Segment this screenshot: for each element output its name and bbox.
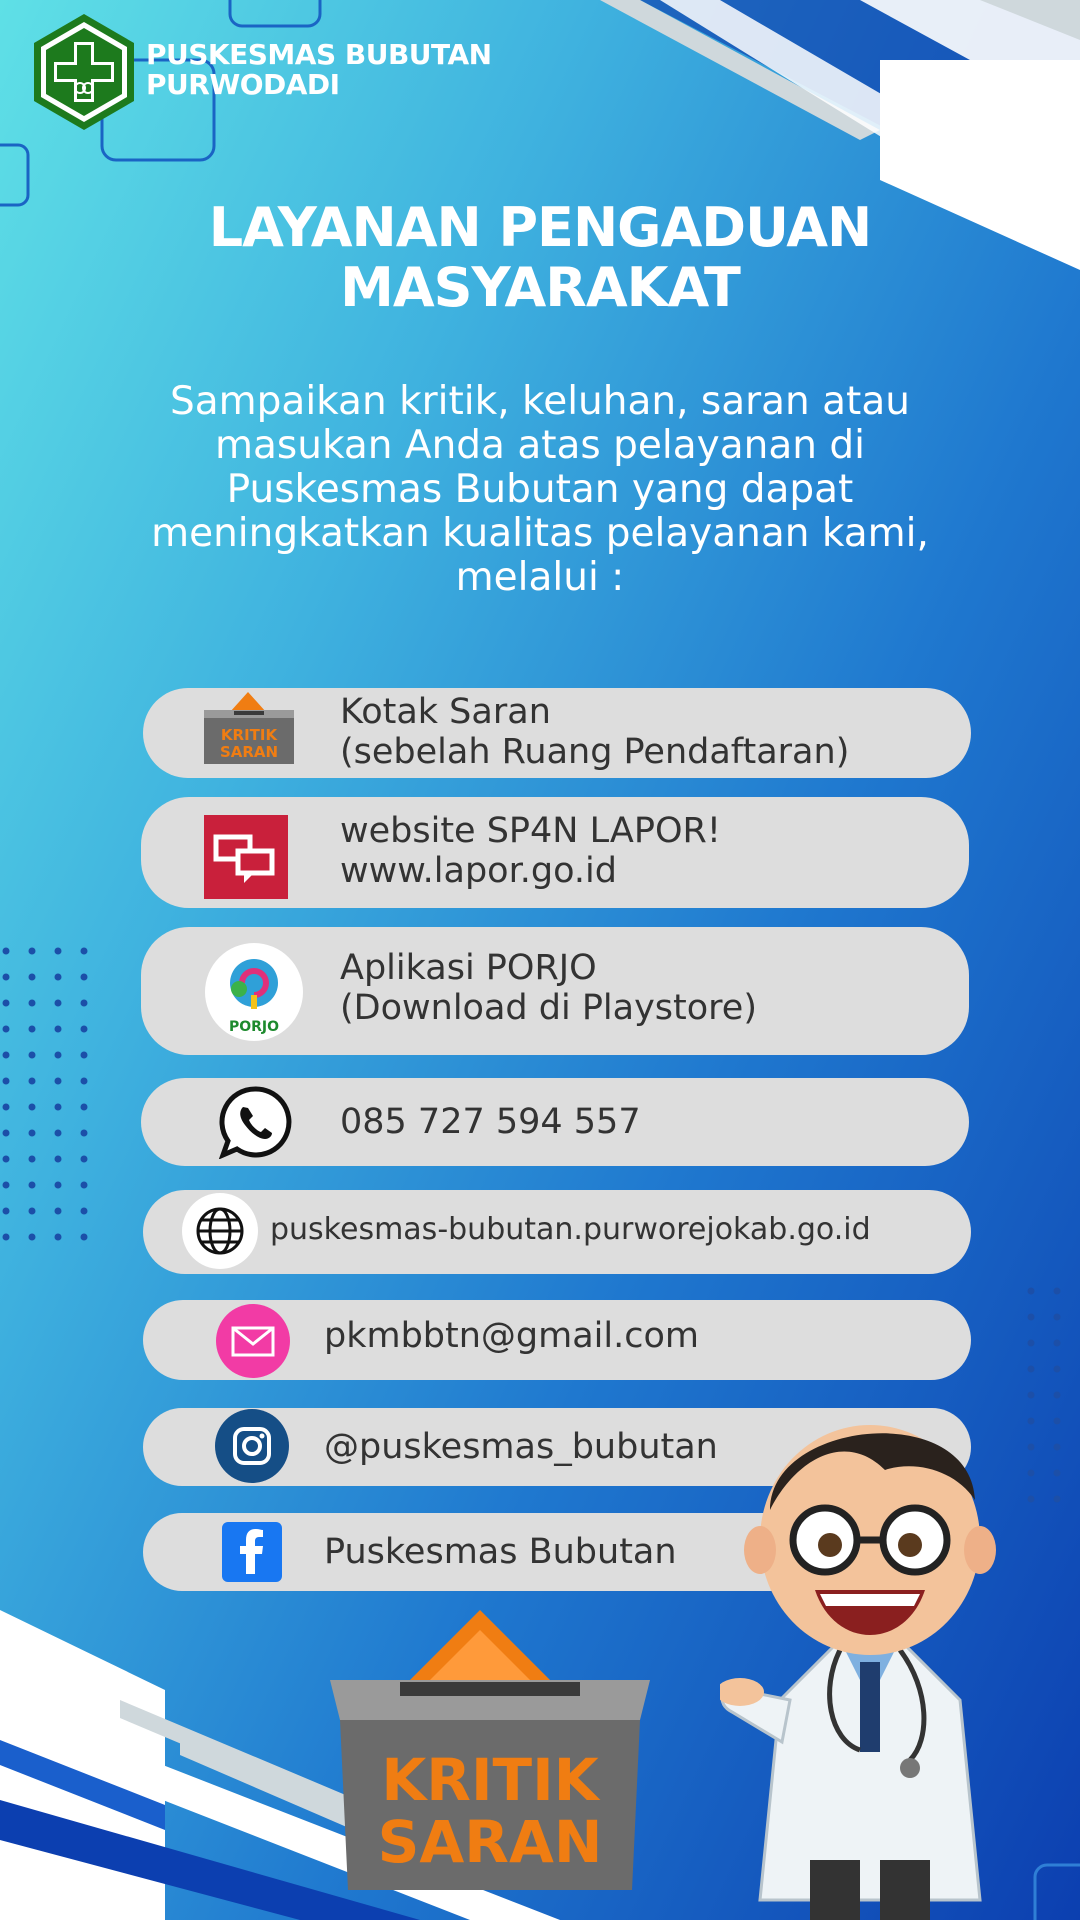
channel-line1: @puskesmas_bubutan: [324, 1427, 718, 1467]
decor-dot: [55, 948, 62, 955]
decor-dot: [29, 1052, 36, 1059]
channel-line1: puskesmas-bubutan.purworejokab.go.id: [270, 1212, 871, 1247]
porjo-app-icon: [205, 943, 303, 1041]
decor-dot: [29, 1182, 36, 1189]
decor-dot: [55, 1156, 62, 1163]
decor-dot: [1028, 1288, 1035, 1295]
porjo-icon-label: PORJO: [228, 1019, 280, 1035]
whatsapp-icon: [218, 1085, 292, 1159]
decor-dot: [81, 1130, 88, 1137]
health-cross-logo-icon: [30, 12, 138, 132]
decor-dot: [3, 1104, 10, 1111]
decor-dot: [3, 1234, 10, 1241]
decor-dot: [3, 1026, 10, 1033]
dot-pattern-left: [0, 945, 90, 1270]
ballot-box-label2: SARAN: [377, 1808, 603, 1876]
decor-dot: [3, 1208, 10, 1215]
decor-dot: [81, 948, 88, 955]
decor-dot: [3, 1182, 10, 1189]
doctor-mascot-illustration: [720, 1400, 1020, 1920]
instagram-icon: [215, 1409, 289, 1483]
globe-icon: [182, 1193, 258, 1269]
intro-line4: meningkatkan kualitas pelayanan kami,: [151, 511, 929, 556]
decor-dot: [3, 1000, 10, 1007]
decor-dot: [1054, 1418, 1061, 1425]
decor-dot: [55, 1104, 62, 1111]
decor-dot: [1028, 1340, 1035, 1347]
decor-dot: [29, 1104, 36, 1111]
intro-line3: Puskesmas Bubutan yang dapat: [226, 467, 854, 512]
ballot-box-label1: KRITIK: [381, 1746, 599, 1814]
decor-dot: [29, 974, 36, 981]
decor-dot: [55, 1000, 62, 1007]
channel-line2: (Download di Playstore): [340, 988, 757, 1028]
channel-instagram-text: [324, 1427, 718, 1467]
decor-dot: [1028, 1470, 1035, 1477]
decor-dot: [29, 1234, 36, 1241]
decor-dot: [55, 1208, 62, 1215]
intro-text: [120, 380, 960, 600]
decor-dot: [1054, 1496, 1061, 1503]
decor-dot: [29, 948, 36, 955]
decor-dot: [81, 1182, 88, 1189]
decor-dot: [29, 1078, 36, 1085]
ballot-box-illustration: [310, 1600, 670, 1900]
decor-dot: [1054, 1314, 1061, 1321]
channel-line1: Aplikasi PORJO: [340, 948, 597, 988]
decor-dot: [81, 974, 88, 981]
decor-dot: [1054, 1366, 1061, 1373]
channel-line1: pkmbbtn@gmail.com: [324, 1316, 700, 1356]
suggestion-box-label2: SARAN: [219, 743, 279, 761]
decor-dot: [1054, 1392, 1061, 1399]
organization-name-line2: PURWODADI: [146, 68, 340, 101]
decor-dot: [81, 1234, 88, 1241]
decor-dot: [81, 1052, 88, 1059]
decor-dot: [29, 1026, 36, 1033]
decor-dot: [1028, 1366, 1035, 1373]
decor-dot: [29, 1208, 36, 1215]
mail-icon: [216, 1304, 290, 1378]
channel-line1: website SP4N LAPOR!: [340, 811, 721, 851]
channel-line1: Kotak Saran: [340, 692, 551, 732]
channel-facebook-text: [324, 1532, 677, 1572]
decor-dot: [3, 1130, 10, 1137]
decor-dot: [1054, 1444, 1061, 1451]
decor-dot: [55, 1052, 62, 1059]
facebook-icon: [222, 1522, 282, 1582]
decor-dot: [3, 1156, 10, 1163]
decor-dot: [1054, 1340, 1061, 1347]
decor-dot: [1054, 1288, 1061, 1295]
decor-dot: [1028, 1418, 1035, 1425]
decor-dot: [3, 1052, 10, 1059]
channel-line2: www.lapor.go.id: [340, 851, 617, 891]
intro-line1: Sampaikan kritik, keluhan, saran atau: [170, 379, 910, 424]
decor-dot: [81, 1026, 88, 1033]
channel-lapor-text: [340, 811, 721, 891]
intro-line5: melalui :: [455, 555, 625, 600]
title-line1: LAYANAN PENGADUAN: [208, 196, 872, 259]
decor-dot: [3, 974, 10, 981]
channel-whatsapp-text: [340, 1102, 641, 1142]
decor-dot: [55, 1182, 62, 1189]
channel-website-text: [270, 1210, 871, 1250]
decor-dot: [55, 1078, 62, 1085]
channel-line1: Puskesmas Bubutan: [324, 1532, 677, 1572]
decor-dot: [55, 1130, 62, 1137]
decor-dot: [1054, 1470, 1061, 1477]
decor-dot: [1028, 1444, 1035, 1451]
decor-dot: [55, 974, 62, 981]
decor-dot: [81, 1156, 88, 1163]
decor-dot: [29, 1000, 36, 1007]
decor-dot: [1028, 1496, 1035, 1503]
intro-line2: masukan Anda atas pelayanan di: [215, 423, 865, 468]
decor-dot: [29, 1156, 36, 1163]
decor-dot: [29, 1130, 36, 1137]
decor-dot: [55, 1026, 62, 1033]
decor-dot: [3, 948, 10, 955]
suggestion-box-icon: [200, 690, 298, 766]
organization-name: [146, 40, 492, 100]
dot-pattern-right: [1025, 1285, 1080, 1525]
channel-line2: (sebelah Ruang Pendaftaran): [340, 732, 850, 772]
decor-dot: [55, 1234, 62, 1241]
channel-line1: 085 727 594 557: [340, 1102, 641, 1142]
decor-dot: [3, 1078, 10, 1085]
channel-suggestion-box-text: [340, 692, 849, 772]
decor-dot: [81, 1208, 88, 1215]
decor-dot: [81, 1104, 88, 1111]
page-title: [0, 198, 1080, 318]
organization-name-line1: PUSKESMAS BUBUTAN: [146, 38, 492, 71]
lapor-chat-icon: [204, 815, 288, 899]
decor-dot: [1028, 1314, 1035, 1321]
decor-dot: [81, 1078, 88, 1085]
channel-email-text: [324, 1316, 699, 1356]
title-line2: MASYARAKAT: [340, 256, 740, 319]
channel-porjo-text: [340, 948, 757, 1028]
decor-dot: [1028, 1392, 1035, 1399]
suggestion-box-label1: KRITIK: [220, 726, 278, 744]
decor-dot: [81, 1000, 88, 1007]
